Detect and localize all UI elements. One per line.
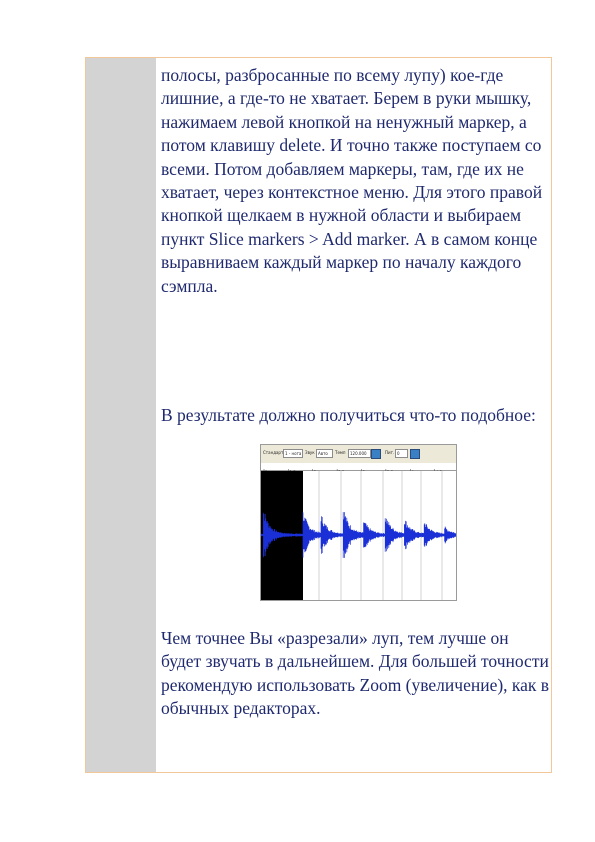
page-frame bbox=[85, 57, 552, 773]
waveform-area bbox=[261, 471, 456, 600]
toolbar-label-standard: Стандарт bbox=[263, 450, 284, 455]
toolbar-pitch-button bbox=[410, 449, 420, 459]
toolbar-field-pitch: 0 bbox=[395, 449, 408, 458]
toolbar-tempo-button bbox=[371, 449, 381, 459]
waveform-screenshot bbox=[260, 444, 457, 601]
gray-sidebar bbox=[86, 58, 156, 772]
paragraph-instructions: полосы, разбросанные по всему лупу) кое-где лишние, а где-то не хватает. Берем в руки мышку, нажимаем левой кнопкой на ненужный маркер, а потом клавишу delete. И точно также поступаем со всеми. Потом добавляем маркеры, там, где их не хватает, через контекстное меню. Для этого правой кнопкой щелкаем в нужной области и выбираем пункт Slice markers > Add marker. А в самом конце выравниваем каждый маркер по началу каждого сэмпла. bbox=[161, 65, 543, 296]
toolbar-field-note: 1 - нота bbox=[285, 451, 302, 456]
waveform-path bbox=[261, 512, 456, 558]
editor-toolbar bbox=[261, 445, 456, 464]
toolbar-field-tempo: 120.000 bbox=[348, 449, 371, 458]
toolbar-label-tempo: Темп bbox=[335, 450, 346, 455]
toolbar-field-sound: Авто bbox=[316, 449, 333, 458]
paragraph-zoom-tip: Чем точнее Вы «разрезали» луп, тем лучше он будет звучать в дальнейшем. Для большей точности рекомендую использовать Zoom (увеличение), как в обычных редакторах. bbox=[161, 628, 550, 719]
time-ruler bbox=[261, 463, 456, 471]
paragraph-result-intro: В результате должно получиться что-то подобное: bbox=[161, 405, 536, 425]
toolbar-label-sound: Звук bbox=[305, 450, 315, 455]
waveform-graphic bbox=[261, 471, 456, 600]
toolbar-label-pitch: Пит. bbox=[385, 450, 395, 455]
